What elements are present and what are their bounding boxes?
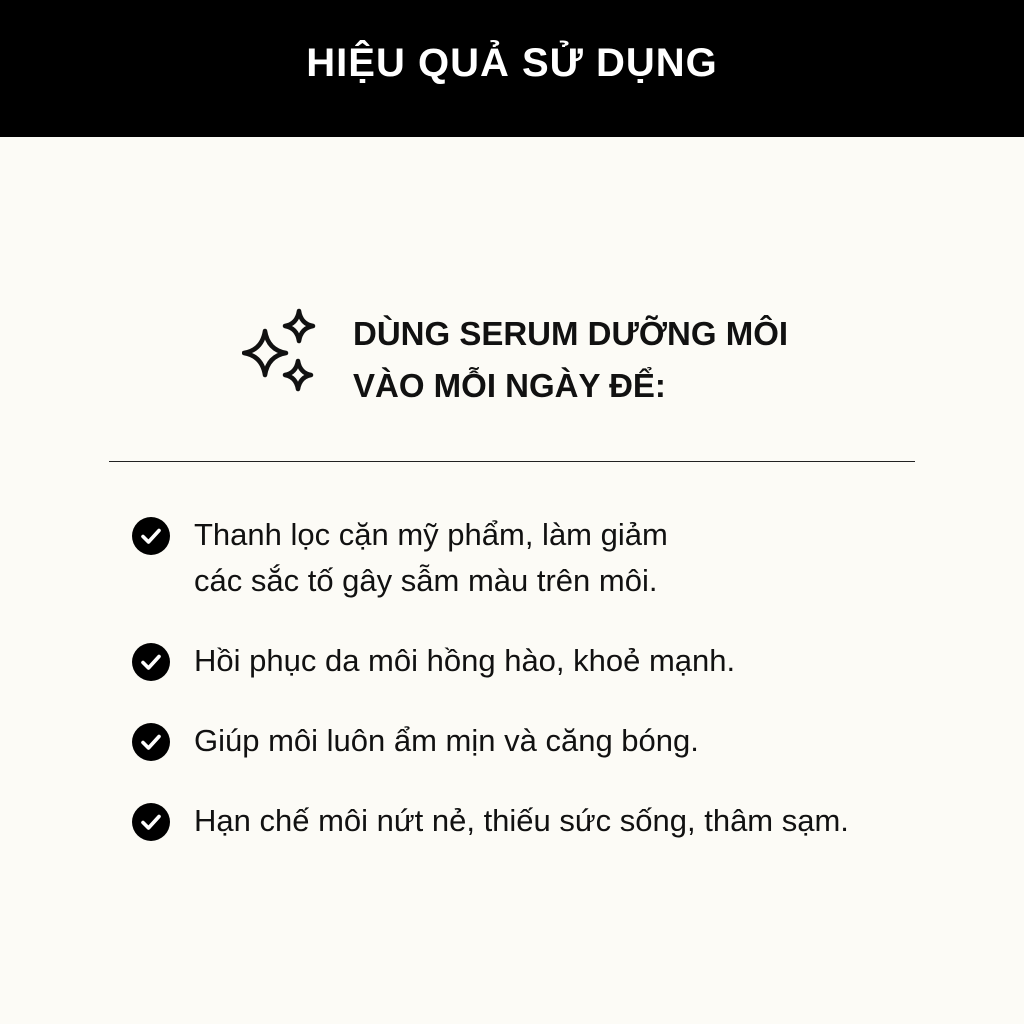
benefit-text: Hạn chế môi nứt nẻ, thiếu sức sống, thâm sạm. <box>194 803 849 838</box>
intro-line: VÀO MỖI NGÀY ĐỂ: <box>353 367 666 404</box>
sparkle-icon <box>242 306 322 392</box>
intro-line: DÙNG SERUM DƯỠNG MÔI <box>353 315 789 352</box>
list-item <box>132 512 932 604</box>
list-item <box>132 638 932 684</box>
intro-heading <box>353 308 788 412</box>
check-circle-icon <box>132 517 170 555</box>
divider <box>109 461 915 462</box>
benefit-text: Thanh lọc cặn mỹ phẩm, làm giảm <box>194 517 668 552</box>
list-item <box>132 798 932 844</box>
header-bar <box>0 0 1024 137</box>
intro-section <box>242 302 862 402</box>
benefit-text: các sắc tố gây sẫm màu trên môi. <box>194 563 658 598</box>
benefit-text: Giúp môi luôn ẩm mịn và căng bóng. <box>194 723 699 758</box>
check-circle-icon <box>132 723 170 761</box>
page-title: HIỆU QUẢ SỬ DỤNG <box>306 41 718 85</box>
list-item <box>132 718 932 764</box>
check-circle-icon <box>132 643 170 681</box>
benefit-list <box>132 512 932 878</box>
benefit-text: Hồi phục da môi hồng hào, khoẻ mạnh. <box>194 643 736 678</box>
check-circle-icon <box>132 803 170 841</box>
